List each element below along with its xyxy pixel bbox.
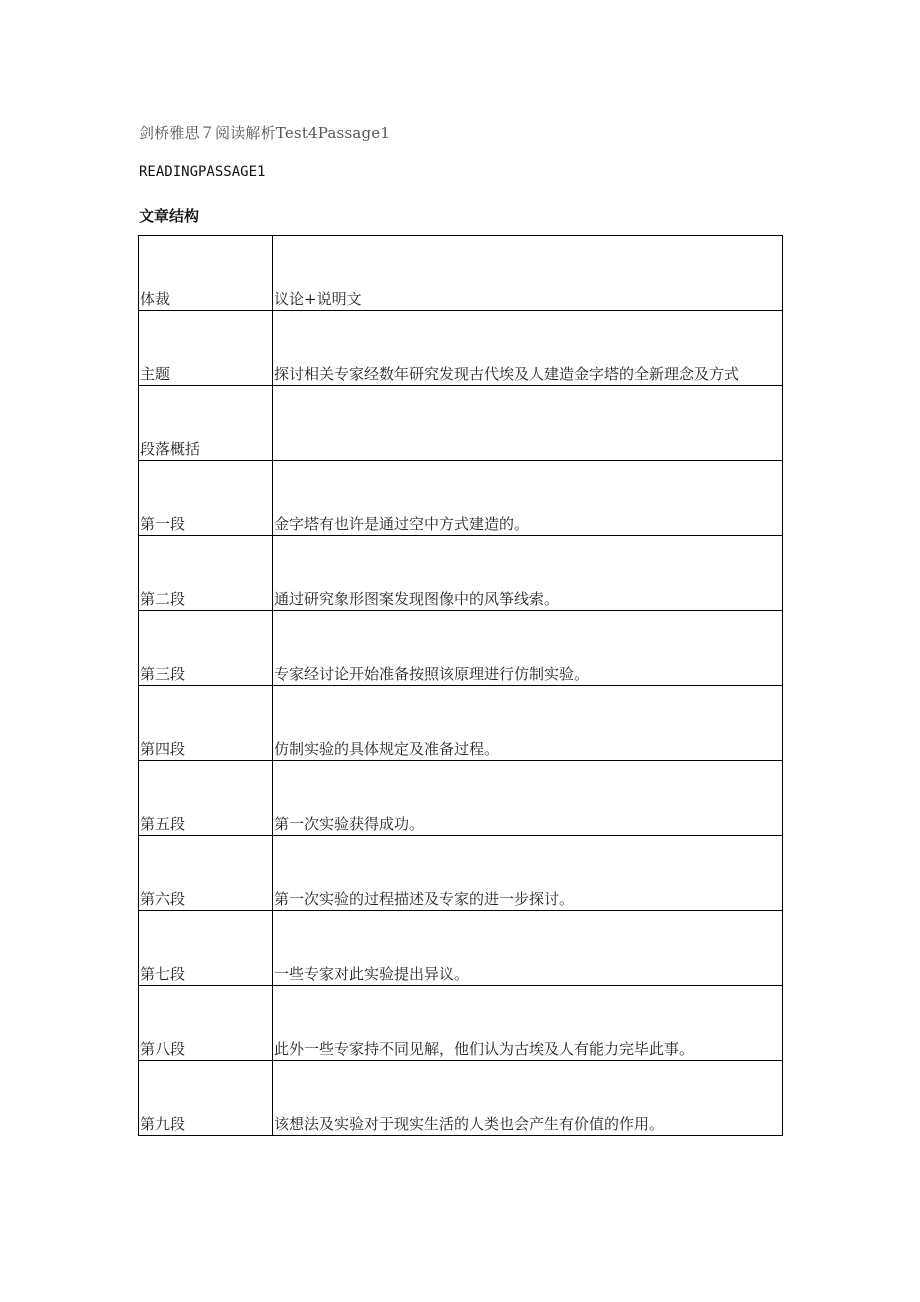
passage-label: READINGPASSAGE1 bbox=[139, 164, 266, 180]
row-label-cell: 第七段 bbox=[139, 911, 273, 986]
row-content-cell: 探讨相关专家经数年研究发现古代埃及人建造金字塔的全新理念及方式 bbox=[273, 311, 783, 386]
row-label-cell: 第五段 bbox=[139, 761, 273, 836]
row-label-cell: 第八段 bbox=[139, 986, 273, 1061]
table-row bbox=[139, 1061, 783, 1136]
section-heading: 文章结构 bbox=[139, 207, 200, 225]
table-row bbox=[139, 911, 783, 986]
row-label-cell: 主题 bbox=[139, 311, 273, 386]
table-row bbox=[139, 236, 783, 311]
row-content-cell: 一些专家对此实验提出异议。 bbox=[273, 911, 783, 986]
row-content-cell: 第一次实验获得成功。 bbox=[273, 761, 783, 836]
table-row bbox=[139, 836, 783, 911]
table-row bbox=[139, 986, 783, 1061]
row-label-cell: 体裁 bbox=[139, 236, 273, 311]
row-content-cell: 第一次实验的过程描述及专家的进一步探讨。 bbox=[273, 836, 783, 911]
row-content-cell: 金字塔有也许是通过空中方式建造的。 bbox=[273, 461, 783, 536]
row-label-cell: 第一段 bbox=[139, 461, 273, 536]
row-content-cell: 此外一些专家持不同见解，他们认为古埃及人有能力完毕此事。 bbox=[273, 986, 783, 1061]
table-row bbox=[139, 311, 783, 386]
document-title: 剑桥雅思７阅读解析Test4Passage1 bbox=[139, 124, 391, 142]
table-row bbox=[139, 611, 783, 686]
row-content-cell: 仿制实验的具体规定及准备过程。 bbox=[273, 686, 783, 761]
row-label-cell: 第二段 bbox=[139, 536, 273, 611]
table-row bbox=[139, 461, 783, 536]
row-content-cell: 议论+说明文 bbox=[273, 236, 783, 311]
row-label-cell: 段落概括 bbox=[139, 386, 273, 461]
row-content-cell bbox=[273, 386, 783, 461]
table-row bbox=[139, 761, 783, 836]
table-row bbox=[139, 386, 783, 461]
row-content-cell: 专家经讨论开始准备按照该原理进行仿制实验。 bbox=[273, 611, 783, 686]
row-label-cell: 第九段 bbox=[139, 1061, 273, 1136]
row-content-cell: 通过研究象形图案发现图像中的风筝线索。 bbox=[273, 536, 783, 611]
row-label-cell: 第四段 bbox=[139, 686, 273, 761]
structure-table bbox=[138, 235, 783, 1136]
row-content-cell: 该想法及实验对于现实生活的人类也会产生有价值的作用。 bbox=[273, 1061, 783, 1136]
table-row bbox=[139, 536, 783, 611]
row-label-cell: 第六段 bbox=[139, 836, 273, 911]
table-row bbox=[139, 686, 783, 761]
row-label-cell: 第三段 bbox=[139, 611, 273, 686]
